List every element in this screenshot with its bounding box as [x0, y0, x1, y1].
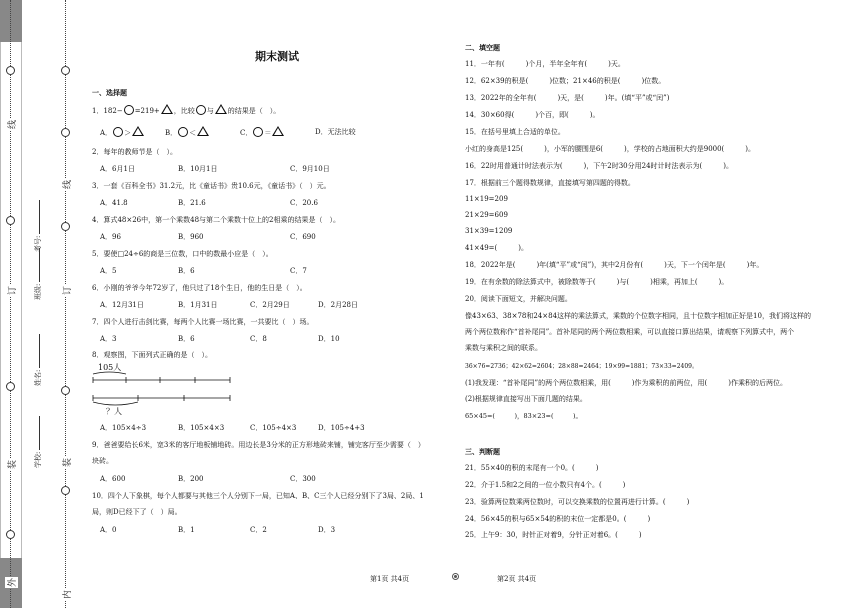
option-letter: A． — [100, 129, 113, 137]
section-choice-heading: 一、选择题 — [92, 89, 127, 97]
school-field[interactable] — [33, 416, 43, 468]
page-number-left: 第1页 共4页 — [370, 575, 410, 583]
question-3: 3．一套《百科全书》31.2元，比《童话书》贵10.6元，《童话书》（ ）元。 — [92, 182, 331, 190]
q4-option-c[interactable]: C．690 — [290, 233, 316, 241]
q4-option-b[interactable]: B．960 — [178, 233, 204, 241]
q8-bottom-label: ？人 — [106, 407, 122, 416]
class-label: 班级: — [34, 283, 42, 300]
binding-char-zhuang-inner: 装 — [60, 457, 73, 468]
q20-paragraph-line3: 乘数与乘积之间的联系。 — [465, 344, 542, 352]
outer-dotted-line — [65, 0, 66, 608]
q7-option-d[interactable]: D．10 — [318, 335, 340, 343]
q17-equation-4: 41×49=( )。 — [465, 244, 529, 252]
q6-option-d[interactable]: D．2月28日 — [318, 301, 358, 309]
option-symbol: ＝ — [264, 129, 272, 137]
q20-paragraph-line1: 像43×63、38×78和24×84这样的乘法算式，乘数的个位数字相同，且十位数字相加正好是10，我们将这样的 — [465, 312, 811, 320]
binding-hole — [61, 128, 70, 137]
binding-hole — [6, 216, 15, 225]
q10-option-c[interactable]: C．2 — [250, 526, 267, 534]
question-12: 12．62×39的积是( )位数；21×46的积是( )位数。 — [465, 77, 666, 85]
q1-option-b[interactable] — [165, 126, 210, 138]
question-9-line1: 9．爸爸要给长6米，宽3米的客厅地板铺地砖。用边长是3分米的正方形地砖来铺，铺完客厅至少需要（ ） — [92, 441, 425, 449]
binding-char-xian: 线 — [5, 119, 18, 130]
circle-icon — [178, 127, 188, 137]
q6-option-c[interactable]: C．2月29日 — [250, 301, 290, 309]
q20-part1: (1)我发现：“首补尾同”的两个两位数相乘，用( )作为乘积的前两位，用( )作乘积的后两位。 — [465, 379, 787, 387]
q10-option-b[interactable]: B．1 — [178, 526, 195, 534]
question-24: 24．56×45的积与65×54的积的末位一定都是0。( ) — [465, 515, 651, 523]
question-13: 13．2022年的全年有( )天，是( )年。(填“平”或“闰”) — [465, 94, 670, 102]
q8-option-c[interactable]: C．105÷4×3 — [250, 424, 297, 432]
circle-icon — [196, 105, 206, 115]
binding-char-ding: 订 — [5, 285, 18, 296]
q1-option-c[interactable] — [240, 126, 285, 138]
q3-option-b[interactable]: B．21.6 — [178, 199, 206, 207]
inner-dotted-line — [10, 0, 11, 608]
section-judge-heading: 三、判断题 — [465, 448, 500, 456]
option-symbol: ＜ — [189, 129, 197, 137]
question-1 — [92, 104, 280, 116]
question-25: 25．上午9：30，时针正对着9，分针正对着6。( ) — [465, 531, 642, 539]
exam-no-label: 考号: — [34, 235, 42, 252]
q20-paragraph-line2: 两个两位数称作“首补尾同”。首补尾同的两个两位数相乘，可以直接口算出结果，请观察下列算式中，两个 — [465, 328, 795, 336]
q3-option-c[interactable]: C．20.6 — [290, 199, 318, 207]
question-10-line1: 10．四个人下象棋，每个人都要与其他三个人分别下一局，已知A、B、C三个人已经分别下了3局、2局、1 — [92, 492, 424, 500]
triangle-icon — [132, 126, 144, 136]
name-label: 姓名: — [34, 369, 42, 386]
question-16: 16．22时用普通计时法表示为( )，下午2时30分用24时计时法表示为( )。 — [465, 162, 734, 170]
question-18: 18．2022年是( )年(填“平”或“闰”)，其中2月份有( )天，下一个闰年是( )年。 — [465, 261, 764, 269]
school-label: 学校: — [34, 451, 42, 468]
binding-char-xian-inner: 线 — [60, 179, 73, 190]
q2-option-b[interactable]: B．10月1日 — [178, 165, 218, 173]
circle-icon — [253, 127, 263, 137]
binding-strip — [0, 0, 86, 608]
q3-option-a[interactable]: A．41.8 — [100, 199, 128, 207]
binding-hole — [6, 530, 15, 539]
q17-equation-1: 11×19=209 — [465, 195, 508, 203]
binding-char-zhuang: 装 — [5, 459, 18, 470]
question-6: 6．小刚的爷爷今年72岁了，他只过了18个生日，他的生日是（ ）。 — [92, 284, 307, 292]
option-letter: B． — [165, 129, 178, 137]
q1-option-d[interactable]: D．无法比较 — [315, 128, 356, 136]
question-14: 14．30×60得( )个百，即( )。 — [465, 111, 600, 119]
q20-examples: 36×76=2736；42×62=2604；28×88=2464；19×99=1881；73×33=2409。 — [465, 363, 698, 370]
question-8: 8．观察图，下面列式正确的是（ ）。 — [92, 351, 212, 359]
q17-equation-2: 21×29=609 — [465, 211, 508, 219]
question-21: 21．55×40的积的末尾有一个0。( ) — [465, 464, 599, 472]
q4-option-a[interactable]: A．96 — [100, 233, 121, 241]
q1-text-and: 与 — [206, 107, 214, 115]
q9-option-b[interactable]: B．200 — [178, 475, 204, 483]
question-17: 17．根据前三个题得数规律，直接填写第四题的得数。 — [465, 179, 635, 187]
q9-option-a[interactable]: A．600 — [100, 475, 126, 483]
binding-hole — [6, 66, 15, 75]
triangle-icon — [215, 104, 227, 114]
q7-option-b[interactable]: B．6 — [178, 335, 195, 343]
q20-part2-answers: 65×45=( )，83×23=( )。 — [465, 412, 583, 420]
q7-option-a[interactable]: A．3 — [100, 335, 117, 343]
q6-option-b[interactable]: B．1月31日 — [178, 301, 218, 309]
binding-hole — [61, 66, 70, 75]
triangle-icon — [197, 126, 209, 136]
q20-part2: (2)根据规律直接写出下面几题的结果。 — [465, 395, 587, 403]
circle-icon — [124, 105, 134, 115]
page-number-right: 第2页 共4页 — [497, 575, 537, 583]
q1-text-post: ，比较 — [173, 107, 195, 115]
page-title: 期末测试 — [255, 50, 299, 63]
section-fill-heading: 二、填空题 — [465, 44, 500, 52]
q17-equation-3: 31×39=1209 — [465, 227, 513, 235]
question-5: 5．要使□24÷6的商是三位数，口中的数最小应是（ ）。 — [92, 250, 273, 258]
triangle-icon — [272, 126, 284, 136]
option-symbol: ＞ — [124, 129, 132, 137]
question-19: 19．在有余数的除法算式中，被除数等于( )与( )相乘，再加上( )。 — [465, 278, 729, 286]
q9-option-c[interactable]: C．300 — [290, 475, 316, 483]
binding-hole — [61, 386, 70, 395]
triangle-icon — [161, 104, 173, 114]
binding-char-wai: 外 — [5, 577, 18, 588]
q1-text-pre: 1．182− — [92, 107, 123, 115]
q5-option-a[interactable]: A．5 — [100, 267, 117, 275]
q8-option-d[interactable]: D．105÷4+3 — [318, 424, 365, 432]
question-20: 20．阅读下面短文，并解决问题。 — [465, 295, 572, 303]
question-23: 23．验算两位数乘两位数时，可以交换乘数的位置再进行计算。( ) — [465, 498, 690, 506]
q5-option-c[interactable]: C．7 — [290, 267, 307, 275]
binding-hole — [6, 382, 15, 391]
q8-top-label: 105人 — [98, 363, 122, 372]
question-22: 22．介于1.5和2之间的一位小数只有4个。( ) — [465, 481, 626, 489]
q2-option-a[interactable]: A．6月1日 — [100, 165, 135, 173]
center-circle-icon — [452, 573, 459, 580]
class-field[interactable] — [33, 248, 43, 300]
binding-char-ding-inner: 订 — [60, 285, 73, 296]
q8-option-a[interactable]: A．105×4÷3 — [100, 424, 147, 432]
name-field[interactable] — [33, 334, 43, 386]
binding-hole — [61, 486, 70, 495]
q5-option-b[interactable]: B．6 — [178, 267, 195, 275]
question-2: 2．每年的教师节是（ ）。 — [92, 148, 177, 156]
q2-option-c[interactable]: C．9月10日 — [290, 165, 330, 173]
q1-option-a[interactable] — [100, 126, 145, 138]
q6-option-a[interactable]: A．12月31日 — [100, 301, 144, 309]
question-11: 11．一年有( )个月，半年全年有( )天。 — [465, 60, 625, 68]
option-letter: C． — [240, 129, 253, 137]
q10-option-d[interactable]: D．3 — [318, 526, 336, 534]
question-4: 4．算式48×26中，第一个乘数48与第二个乘数十位上的2相乘的结果是（ ）。 — [92, 216, 340, 224]
question-15: 15．在括号里填上合适的单位。 — [465, 128, 565, 136]
question-15-detail: 小红的身高是125( )，小军的腰围是6( )，学校的占地面积大约是9000( )。 — [465, 145, 756, 153]
question-9-line2: 块砖。 — [92, 457, 113, 465]
binding-hole — [61, 222, 70, 231]
exam-no-field[interactable] — [33, 200, 43, 252]
binding-char-nei: 内 — [60, 589, 73, 600]
q1-text-mid: =219+ — [134, 107, 160, 115]
q8-option-b[interactable]: B．105×4×3 — [178, 424, 225, 432]
question-7: 7．四个人进行击剑比赛，每两个人比赛一场比赛，一共要比（ ）场。 — [92, 318, 314, 326]
circle-icon — [113, 127, 123, 137]
q7-option-c[interactable]: C．8 — [250, 335, 267, 343]
question-10-line2: 局，则D已经下了（ ）局。 — [92, 508, 182, 516]
q8-bar-diagram — [92, 362, 232, 420]
q1-text-end: 的结果是（ ）。 — [227, 107, 281, 115]
q10-option-a[interactable]: A．0 — [100, 526, 117, 534]
